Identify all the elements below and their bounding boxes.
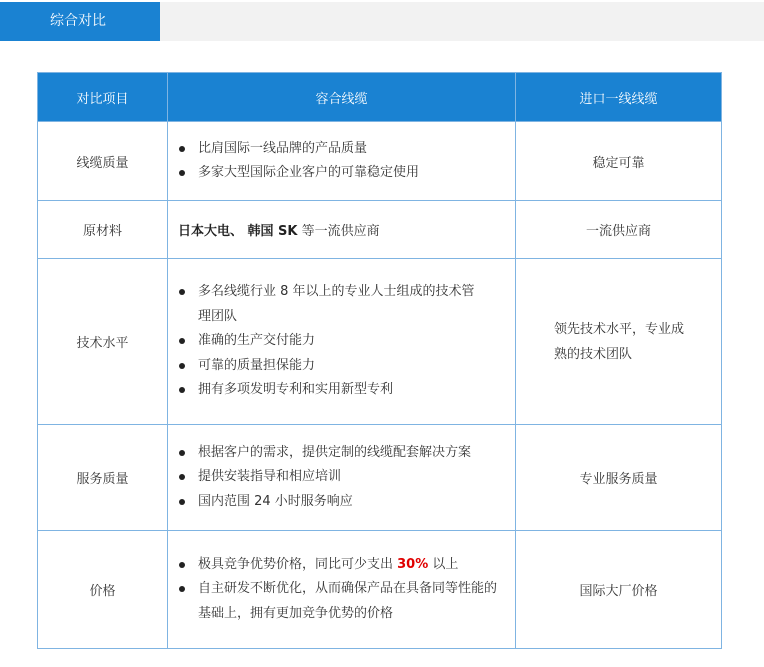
list-item — [178, 553, 509, 578]
import-cell: 专业服务质量 — [516, 425, 722, 531]
ours-cell — [168, 531, 516, 649]
row-label: 原材料 — [38, 201, 168, 259]
list-item: 根据客户的需求，提供定制的线缆配套解决方案 — [178, 441, 514, 466]
import-cell: 领先技术水平，专业成熟的技术团队 — [516, 259, 722, 425]
price-suffix: 以上 — [428, 556, 459, 572]
import-cell: 国际大厂价格 — [516, 531, 722, 649]
row-label: 线缆质量 — [38, 122, 168, 201]
row-label: 技术水平 — [38, 259, 168, 425]
row-label: 服务质量 — [38, 425, 168, 531]
table-row — [38, 425, 722, 531]
table-row — [38, 122, 722, 201]
list-item: 自主研发不断优化，从而确保产品在具备同等性能的基础上，拥有更加竞争优势的价格 — [178, 577, 509, 626]
tab-bar — [0, 2, 764, 41]
list-item: 多名线缆行业 8 年以上的专业人士组成的技术管理团队 — [178, 280, 485, 329]
ours-cell — [168, 122, 516, 201]
import-cell: 一流供应商 — [516, 201, 722, 259]
supplier-suffix: 等一流供应商 — [297, 224, 380, 239]
table-row — [38, 259, 722, 425]
table-row — [38, 201, 722, 259]
header-ours: 容合线缆 — [168, 73, 516, 122]
table-row — [38, 531, 722, 649]
table-header-row — [38, 73, 722, 122]
list-item: 多家大型国际企业客户的可靠稳定使用 — [178, 161, 514, 186]
price-prefix: 极具竞争优势价格，同比可少支出 — [198, 556, 398, 572]
list-item: 可靠的质量担保能力 — [178, 354, 485, 379]
ours-cell — [168, 259, 516, 425]
list-item: 拥有多项发明专利和实用新型专利 — [178, 378, 485, 403]
list-item: 准确的生产交付能力 — [178, 329, 485, 354]
header-import: 进口一线线缆 — [516, 73, 722, 122]
list-item: 比肩国际一线品牌的产品质量 — [178, 137, 514, 162]
list-item: 国内范围 24 小时服务响应 — [178, 490, 514, 515]
row-label: 价格 — [38, 531, 168, 649]
ours-cell — [168, 425, 516, 531]
comparison-table — [37, 72, 722, 649]
price-highlight: 30% — [397, 556, 429, 572]
supplier-names: 日本大电、 韩国 SK — [178, 224, 298, 239]
ours-cell — [168, 201, 516, 259]
header-item: 对比项目 — [38, 73, 168, 122]
tab-comparison[interactable]: 综合对比 — [0, 2, 160, 41]
list-item: 提供安装指导和相应培训 — [178, 465, 514, 490]
import-cell: 稳定可靠 — [516, 122, 722, 201]
